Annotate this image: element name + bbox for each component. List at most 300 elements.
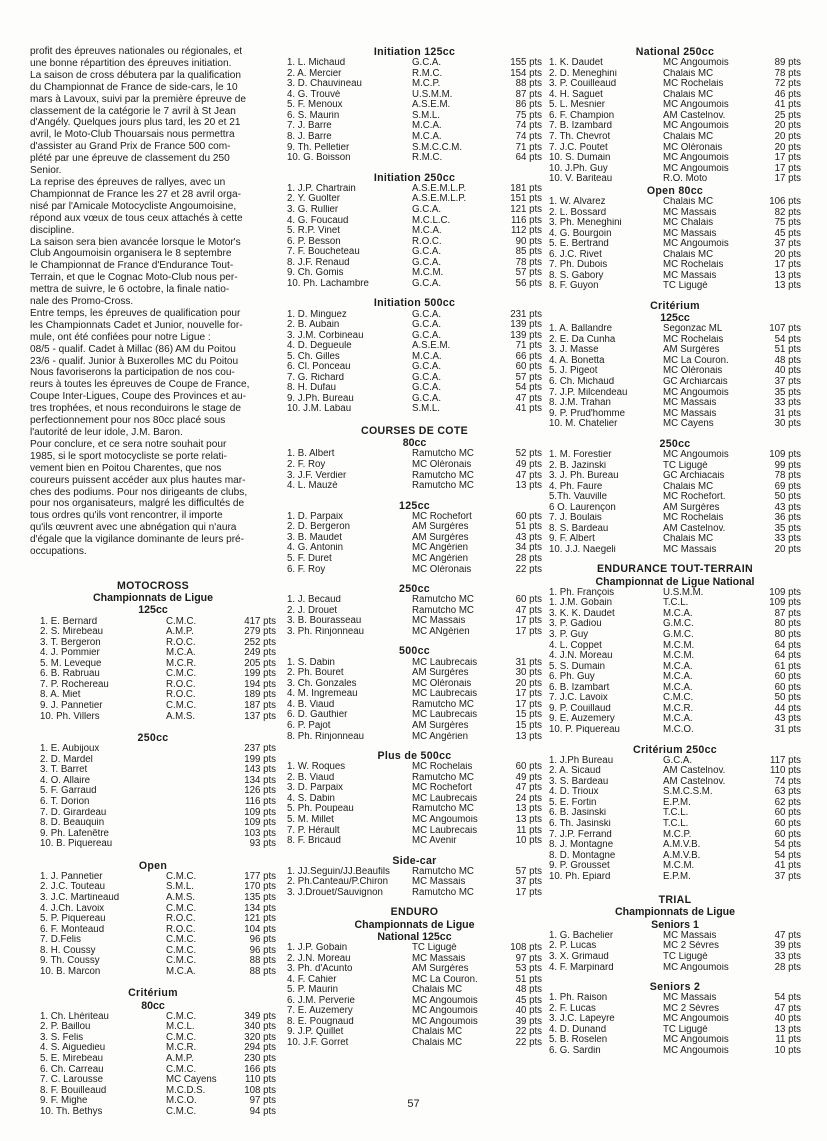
rider-name: 4. F. Cahier [287,974,337,985]
results-section [549,438,801,556]
club-name: M.C.R. [663,703,694,714]
points-value: 109 pts [769,586,801,598]
result-row [549,1046,801,1057]
result-row [287,132,542,143]
result-row [30,893,276,904]
rider-name: 1. K. Daudet [549,58,603,69]
club-name: MC Rochelais [663,79,724,90]
club-name: M.C.M. [663,861,695,872]
result-row [549,952,801,963]
result-row [287,460,542,471]
intro-line: nisé par l'Amicale Motocycliste Angoumoisine, [30,200,237,212]
club-name: G.M.C. [663,630,694,641]
rider-name: 10. Ph. Epiard [549,871,611,882]
rider-name: 1. J. Pannetier [40,871,103,882]
intro-line: les Championnats Cadet et Junior, nouvelle for- [30,319,243,331]
club-name: MC La Couron. [663,355,729,366]
result-row [549,662,801,673]
rider-name: 3. Ph. Rinjonneau [287,626,365,637]
result-row [287,721,542,732]
result-row [287,471,542,482]
club-name: M.C.D.S. [166,1085,206,1096]
points-value: 13 pts [774,1023,801,1035]
points-value: 20 pts [515,677,542,689]
club-name: MC Angoumois [663,1014,729,1025]
club-name: A.S.E.M.L.P. [412,183,467,194]
column-right [549,46,801,1057]
points-value: 117 pts [769,754,801,766]
results-section [287,906,542,1048]
points-value: 47 pts [515,782,542,794]
rider-name: 1. A. Ballandre [549,324,613,335]
rider-name: 8. F. Bouilleaud [40,1085,107,1096]
points-value: 10 pts [774,1045,801,1056]
result-row [30,872,276,883]
result-row [549,725,801,736]
intro-line: d'Angély. Quelques jours plus tard, les 20 et 21 [30,117,241,129]
points-value: 17 pts [774,173,801,185]
result-row [287,565,542,576]
rider-name: 9. P. Couillaud [549,703,611,714]
rider-name: 6. B. Rabruau [40,669,100,680]
result-row [549,239,801,250]
club-name: MC Massais [663,993,717,1004]
points-value: 231 pts [510,308,542,320]
result-row [30,786,276,797]
points-value: 13 pts [515,730,542,742]
rider-name: 9. Th. Coussy [40,956,100,967]
points-value: 30 pts [774,418,801,430]
club-name: MC Laubrecais [412,657,478,668]
points-value: 135 pts [244,892,276,904]
points-value: 47 pts [774,1002,801,1014]
club-name: AM Surgères [663,345,720,356]
points-value: 199 pts [244,668,276,680]
result-row [30,797,276,808]
club-name: MC Angoumois [412,815,478,825]
result-row [287,449,542,460]
points-value: 44 pts [774,702,801,714]
rider-name: 4. F. Marpinard [549,962,614,973]
points-value: 109 pts [244,806,276,818]
club-name: S.M.C.C.M. [412,142,463,153]
club-name: U.S.M.M. [663,587,704,598]
result-row [549,598,801,609]
result-row [287,205,542,216]
points-value: 15 pts [515,719,542,731]
club-name: M.C.L.C. [412,215,451,226]
result-row [549,143,801,154]
club-name: MC ANgérien [412,626,470,637]
rider-name: 2. D. Meneghini [549,68,617,79]
club-name: M.C.A. [663,682,693,693]
points-value: 48 pts [515,984,542,996]
rider-name: 9. Ph. Lafenêtre [40,828,109,839]
points-value: 109 pts [769,448,801,460]
club-name: A.M.S. [166,893,196,904]
points-value: 107 pts [769,323,801,335]
rider-name: 2. Ph. Bouret [287,668,344,679]
points-value: 74 pts [515,131,542,143]
rider-name: 5. É. Mirebeau [40,1053,104,1064]
rider-name: 3. T. Barret [40,765,88,776]
club-name [166,776,236,787]
result-row [30,659,276,670]
club-name: C.M.C. [166,903,197,914]
points-value: 417 pts [244,615,276,627]
intro-line: ches des podiums. Pour nos dirigeants de clubs, [30,486,248,498]
points-value: 74 pts [774,775,801,787]
rider-name: 3. J.F. Verdier [287,470,347,481]
club-name: MC Rochefort [412,783,472,794]
intro-line: nale des Promo-Cross. [30,296,134,308]
club-name: S.M.L. [412,404,440,415]
points-value: 170 pts [244,881,276,893]
rider-name: 3. T. Bergeron [40,637,101,648]
points-value: 35 pts [774,386,801,398]
rider-name: 2. L. Bossard [549,207,607,218]
rider-name: 5. J. Pigeot [549,366,598,377]
results-section [549,894,801,973]
rider-name: 2. S. Mirebeau [40,627,104,638]
club-name: M.C.A. [663,672,693,683]
points-value: 94 pts [249,1105,276,1117]
result-row [287,668,542,679]
result-row [287,121,542,132]
points-value: 54 pts [774,839,801,851]
results-section [549,46,801,185]
points-value: 177 pts [244,870,276,882]
intro-line: 23/6 - qualif. Junior à Buxerolles MC du Poitou [30,355,239,367]
rider-name: 8. H. Dufau [287,383,337,394]
section-title: ENDURO [390,906,439,919]
intro-line: du Championnat de France de side-cars, le 10 [30,81,238,93]
points-value: 20 pts [774,248,801,260]
club-name [166,818,236,829]
rider-name: 7. Ph. Dubois [549,260,608,271]
club-name: G.C.A. [412,257,442,268]
result-row [30,1033,276,1044]
points-value: 90 pts [515,235,542,247]
club-name: MC Angoumois [663,449,729,460]
club-name: Ramutcho MC [412,605,474,616]
points-value: 47 pts [515,604,542,616]
result-row [549,714,801,725]
result-row [287,362,542,373]
intro-line: Senior. [30,165,62,177]
club-name: M.C.A. [166,966,196,977]
club-name: MC Angoumois [663,1035,729,1046]
section-title: Critérium [128,987,178,1000]
points-value: 13 pts [774,280,801,292]
result-row [549,808,801,819]
club-name: MC La Couron. [412,974,478,985]
rider-name: 3. P. Couilleaud [549,79,617,90]
club-name: MC Oléronais [663,366,723,377]
section-title: Initiation 250cc [373,171,456,184]
club-name: A.S.E.M. [412,341,451,352]
intro-line: discipline. [30,224,75,236]
club-name: M.C.A. [663,661,693,672]
club-name: E.P.M. [663,797,691,808]
club-name: E.P.M. [663,871,691,882]
points-value: 109 pts [769,597,801,609]
points-value: 75 pts [774,217,801,229]
result-row [287,804,542,815]
points-value: 22 pts [515,1026,542,1038]
club-name: Ramutcho MC [412,866,474,877]
result-row [549,153,801,164]
result-row [30,755,276,766]
rider-name: 8. J. Montagne [549,840,614,851]
rider-name: 3. K. K. Daudet [549,608,615,619]
points-value: 294 pts [244,1042,276,1054]
rider-name: 1. D. Minguez [287,309,347,320]
rider-name: 9. F. Albert [549,534,595,545]
points-value: 121 pts [244,913,276,925]
points-value: 249 pts [244,647,276,659]
result-row [549,756,801,767]
intro-line: occupations. [30,546,87,558]
result-row [287,595,542,606]
intro-line: Terrain, et que le Cognac Moto-Club nous per- [30,272,238,284]
rider-name: 7. C. Larousse [40,1075,104,1086]
points-value: 99 pts [774,459,801,471]
rider-name: 1. É. Aubijoux [40,744,100,755]
rider-name: 5. F. Garraud [40,786,97,797]
result-row [549,356,801,367]
result-row [287,512,542,523]
points-value: 57 pts [515,865,542,877]
rider-name: 9. P. Prud'homme [549,408,625,419]
rider-name: 8. H. Coussy [40,945,96,956]
intro-line: mule, ont été confiées pour notre Ligue : [30,331,211,343]
rider-name: 2. J. Drouet [287,605,338,616]
section-title: Critérium [650,299,700,312]
rider-name: 10. V. Bariteau [549,174,613,185]
rider-name: 4. Ph. Faure [549,481,603,492]
result-row [287,658,542,669]
club-name: A.M.V.B. [663,840,701,851]
club-name: Ramutcho MC [412,804,474,815]
points-value: 10 pts [515,835,542,847]
results-section [549,185,801,292]
result-row [287,320,542,331]
result-row [287,268,542,279]
rider-name: 2. Y. Guolter [287,194,340,205]
club-name: MC Angoumois [663,387,729,398]
club-name: MC Laubrecais [412,793,478,804]
points-value: 110 pts [769,765,801,777]
intro-line: pour nos organisateurs, malgré les difficultés de [30,498,245,510]
points-value: 11 pts [516,824,542,836]
club-name: MC Angoumois [663,962,729,973]
result-row [287,710,542,721]
results-section [287,297,542,415]
points-value: 40 pts [515,1005,542,1017]
result-row [30,712,276,723]
points-value: 194 pts [244,678,276,690]
club-name: MC Massais [663,228,717,239]
section-title: Plus de 500cc [377,750,452,763]
points-value: 20 pts [774,120,801,132]
results-section [287,645,542,742]
club-name: G.M.C. [663,619,694,630]
rider-name: 3. G. Rullier [287,204,339,215]
rider-name: 6. J.M. Perverie [287,995,355,1006]
result-row [30,808,276,819]
club-name: U.S.M.M. [412,89,453,100]
result-row [287,689,542,700]
points-value: 88 pts [249,965,276,977]
club-name: R.O.C. [166,690,196,701]
points-value: 64 pts [774,650,801,662]
club-name: T.C.L. [663,808,689,819]
result-row [30,1054,276,1065]
points-value: 60 pts [515,761,542,773]
club-name: Chalais MC [663,196,714,207]
intro-line: mettra de suivre, le 6 octobre, la finale natio- [30,284,230,296]
club-name: MC Angoumois [412,995,478,1006]
result-row [549,69,801,80]
points-value: 60 pts [774,807,801,819]
rider-name: 9. J.Ph. Bureau [287,393,354,404]
club-name: M.C.P. [412,79,441,90]
result-row [287,247,542,258]
result-row [549,851,801,862]
rider-name: 7. Th. Chevrot [549,132,611,143]
result-row [549,281,801,292]
rider-name: 6. D. Gauthier [287,710,348,721]
points-value: 37 pts [774,376,801,388]
points-value: 40 pts [774,1013,801,1025]
club-name: GC Archiacais [663,471,725,482]
result-row [549,545,801,556]
points-value: 13 pts [774,269,801,281]
result-row [287,975,542,986]
points-value: 22 pts [515,1037,542,1049]
points-value: 279 pts [244,626,276,638]
intro-line: le Championnat de France d'Endurance Tout- [30,260,234,272]
rider-name: 1. J.P. Gobain [287,943,348,954]
rider-name: 8. J.M. Trahan [549,398,611,409]
rider-name: 2. Ph.Canteau/P.Chiron [287,877,389,888]
result-row [549,324,801,335]
result-row [549,861,801,872]
rider-name: 9. Ch. Gomis [287,268,344,279]
intro-line: Club Angoumoisin organisera le 8 septembre [30,248,232,260]
club-name: MC Angoumois [663,163,729,174]
rider-name: 4. D. Dunand [549,1024,607,1035]
result-row [549,208,801,219]
section-subtitle: Seniors 1 [651,918,699,931]
points-value: 43 pts [774,713,801,725]
rider-name: 4. G. Foucaud [287,215,349,226]
rider-name: 5. M. Millet [287,815,334,825]
club-name: R.O.C. [166,637,196,648]
points-value: 151 pts [510,193,542,205]
rider-name: 1. J.P. Chartrain [287,183,356,194]
rider-name: 7. G. Richard [287,372,345,383]
result-row [287,1006,542,1017]
rider-name: 2. P. Lucas [549,941,597,952]
club-name: G.C.A. [412,309,442,320]
club-name: R.O.C. [166,914,196,925]
result-row [30,829,276,840]
result-row [287,383,542,394]
points-value: 40 pts [774,365,801,377]
rider-name: 6 O. Laurençon [549,502,616,513]
section-title: National 250cc [635,46,715,58]
club-name: R.M.C. [412,68,443,79]
points-value: 60 pts [515,594,542,606]
points-value: 48 pts [774,354,801,366]
club-name: M.C.O. [166,1096,197,1107]
club-name: A.S.E.M.L.P. [412,194,467,205]
rider-name: 4. G. Antonin [287,543,344,554]
result-row [549,963,801,974]
points-value: 78 pts [515,256,542,268]
intro-line: La reprise des épreuves de rallyes, avec un [30,176,226,188]
results-section [287,750,542,847]
rider-name: 1. W. Alvarez [549,196,606,207]
results-section [287,46,542,164]
intro-line: tres trophées, et nous reconduirons le stage de [30,403,241,415]
points-value: 86 pts [515,99,542,111]
result-row [549,651,801,662]
result-row [287,794,542,805]
points-value: 108 pts [510,942,542,954]
points-value: 60 pts [774,671,801,683]
club-name [166,744,236,755]
club-name: TC Ligugé [663,1024,708,1035]
club-name: MC Angérien [412,731,469,742]
section-subtitle: Championnat de Ligue National [595,575,755,588]
points-value: 60 pts [774,681,801,693]
section-subtitle: 80cc [402,437,427,450]
points-value: 60 pts [774,828,801,840]
club-name: A.M.P. [166,627,194,638]
club-name: R.O.C. [412,236,442,247]
rider-name: 9. J.P. Quillet [287,1027,344,1038]
result-row [549,777,801,788]
points-value: 17 pts [515,886,542,898]
rider-name: 1. W. Roques [287,762,346,773]
points-value: 64 pts [515,152,542,164]
rider-name: 4. D. Degueule [287,341,352,352]
points-value: 103 pts [244,827,276,839]
result-row [549,377,801,388]
result-row [549,798,801,809]
results-section [287,855,542,899]
points-value: 78 pts [774,67,801,79]
points-value: 96 pts [249,944,276,956]
points-value: 37 pts [774,238,801,250]
club-name: G.C.A. [412,320,442,331]
result-row [549,260,801,271]
points-value: 11 pts [775,1034,801,1046]
points-value: 41 pts [774,99,801,111]
club-name: G.C.A. [412,330,442,341]
result-row [287,985,542,996]
intro-line: l'autorité de leur idole, J.M. Baron. [30,427,183,438]
points-value: 28 pts [515,553,542,564]
points-value: 57 pts [515,267,542,279]
rider-name: 7. E. Auzemery [287,1006,353,1017]
rider-name: 10. Ph. Villers [40,711,100,722]
result-row [30,914,276,925]
section-title: 250cc [659,437,691,450]
